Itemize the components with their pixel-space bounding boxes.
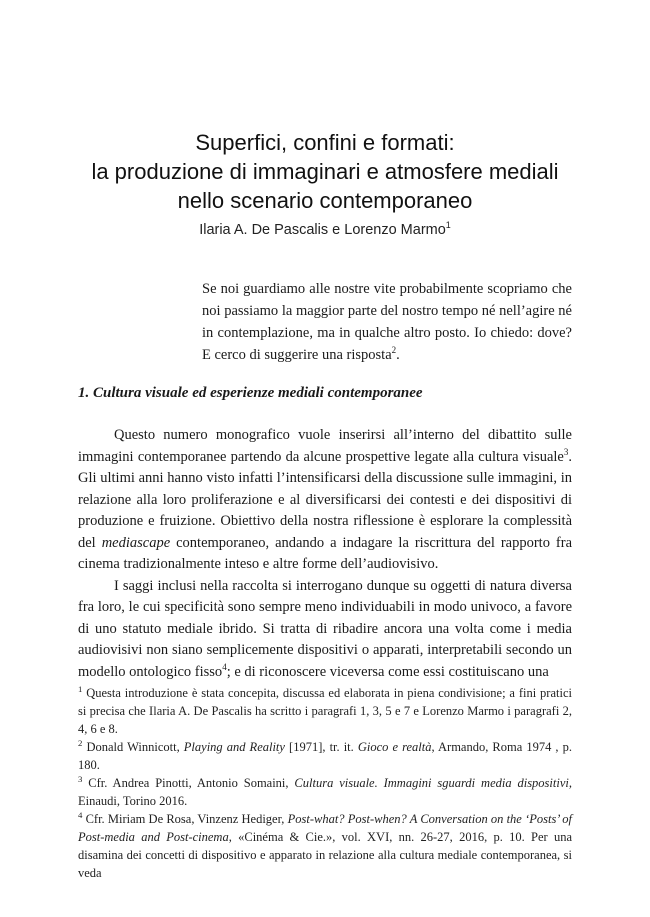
article-title-ref: Post-what? Post-when? A Conversation on the ‘Posts’ of Post-media and Post-cinema (78, 812, 572, 844)
article-title (0, 128, 650, 215)
footnote-text: , «Cinéma & Cie.», vol. XVI, nn. 26-27, 2016, p. 10. Per una disamina dei concetti di dispositivo e apparato in relazione alla cultura mediale contemporanea, si veda (78, 830, 572, 880)
paragraph (78, 576, 572, 684)
epigraph-quote (202, 278, 572, 366)
footnote-text: , Armando, Roma 1974 , p. 180. (78, 740, 572, 772)
body-text (78, 425, 572, 683)
text-span: . Gli ultimi anni hanno visto infatti l’intensificarsi della discussione sulle immagini, in relazione alla loro proliferazione e al diversificarsi dei contesti e dei dispositivi di produzione e fruizione. Obiettivo della nostra riflessione è esplorare la complessità del (78, 448, 572, 551)
author-line (0, 222, 650, 238)
title-line-2: la produzione di immaginari e atmosfere mediali (91, 159, 559, 184)
footnote-marker[interactable]: 3 (563, 446, 569, 457)
footnote-marker[interactable]: 2 (391, 345, 397, 356)
footnote-text: Cfr. Miriam De Rosa, Vinzenz Hediger, (82, 812, 288, 826)
title-line-1: Superfici, confini e formati: (195, 130, 455, 155)
book-title: Cultura visuale. Immagini sguardi media dispositivi, (294, 776, 572, 790)
footnote-text: Cfr. Andrea Pinotti, Antonio Somaini, (82, 776, 295, 790)
footnote-number: 2 (78, 737, 83, 748)
italic-term: mediascape (101, 534, 171, 551)
footnote-marker[interactable]: 1 (445, 220, 451, 231)
book-title: Playing and Reality (183, 740, 285, 754)
footnote-3 (78, 774, 572, 810)
text-span: ; e di riconoscere viceversa come essi costituiscano una (226, 663, 549, 680)
epigraph-text: Se noi guardiamo alle nostre vite probabilmente scopriamo che noi passiamo la maggior parte del nostro tempo né nell’agire né in contemplazione, ma in qualche altro posto. Io chiedo: dove? E cerco di suggerire una risposta (202, 281, 572, 363)
footnote-number: 3 (78, 773, 83, 784)
footnote-1 (78, 684, 572, 738)
footnote-text: [1971], tr. it. (284, 740, 358, 754)
footnote-text: Einaudi, Torino 2016. (78, 794, 188, 808)
section-heading: 1. Cultura visuale ed esperienze mediali contemporanee (78, 385, 423, 401)
epigraph-end: . (396, 347, 400, 363)
text-span: I saggi inclusi nella raccolta si interrogano dunque su oggetti di natura diversa fra loro, le cui specificità sono sempre meno individuabili in modo univoco, a favore di uno statuto mediale ibrido. Si tratta di ribadire ancora una volta come i media audiovisivi non siano semplicemente dispositivi o apparati, interpretabili secondo un modello ontologico fisso (78, 577, 572, 680)
footnote-text: Donald Winnicott, (82, 740, 184, 754)
footnote-marker[interactable]: 4 (222, 661, 227, 672)
text-span: contemporaneo, andando a indagare la riscrittura del rapporto fra cinema tradizionalmente inteso e altre forme dell’audiovisivo. (78, 534, 573, 572)
footnote-number: 1 (78, 683, 83, 694)
book-title: Gioco e realtà (357, 740, 432, 754)
footnote-text: Questa introduzione è stata concepita, discussa ed elaborata in piena condivisione; a fini pratici si precisa che Ilaria A. De Pascalis ha scritto i paragrafi 1, 3, 5 e 7 e Lorenzo Marmo i paragrafi 2, 4, 6 e 8. (78, 686, 572, 736)
footnote-2 (78, 738, 572, 774)
footnotes (78, 684, 572, 882)
footnote-4 (78, 810, 572, 882)
paragraph (78, 425, 572, 576)
text-span: Questo numero monografico vuole inserirsi all’interno del dibattito sulle immagini contemporanee partendo da alcune prospettive legate alla cultura visuale (78, 427, 572, 465)
footnote-number: 4 (78, 809, 83, 820)
title-line-3: nello scenario contemporaneo (177, 188, 473, 213)
author-names: Ilaria A. De Pascalis e Lorenzo Marmo (199, 222, 446, 238)
